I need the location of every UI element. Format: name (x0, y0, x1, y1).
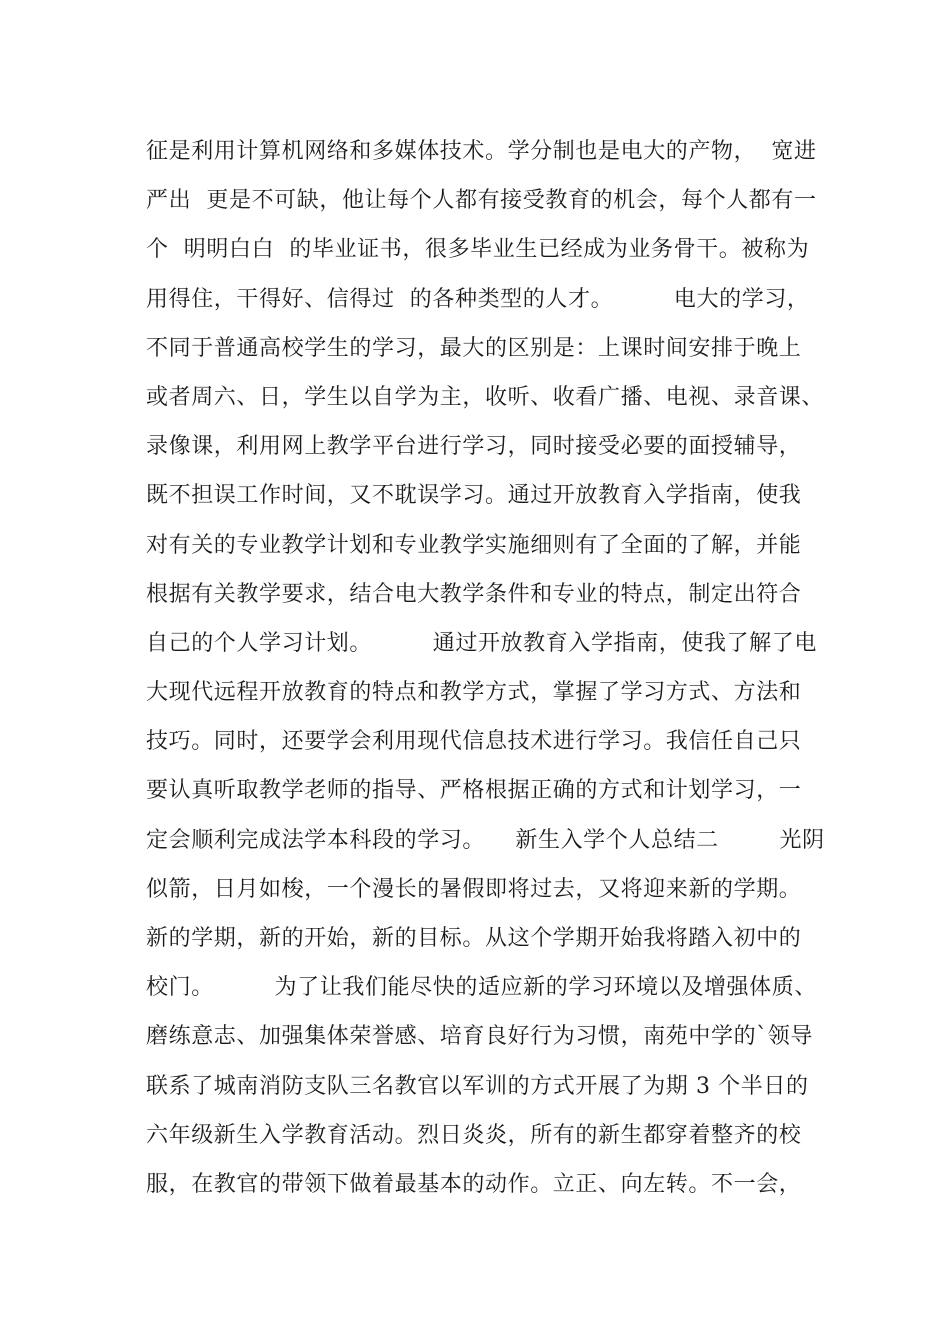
text-line: 要认真听取教学老师的指导、严格根据正确的方式和计划学习，一 (146, 778, 802, 804)
text-line: 自己的个人学习计划。 通过开放教育入学指南，使我了解了电 (146, 630, 817, 656)
body-text (146, 133, 846, 1215)
text-line: 六年级新生入学教育活动。烈日炎炎，所有的新生都穿着整齐的校 (146, 1122, 802, 1148)
text-line: 技巧。同时，还要学会利用现代信息技术进行学习。我信任自己只 (146, 729, 802, 755)
text-line: 服，在教官的带领下做着最基本的动作。立正、向左转。不一会， (146, 1171, 802, 1197)
text-line: 大现代远程开放教育的特点和教学方式，掌握了学习方式、方法和 (146, 680, 802, 706)
text-line: 征是利用计算机网络和多媒体技术。学分制也是电大的产物， 宽进 (146, 139, 817, 164)
text-line: 新的学期，新的开始，新的目标。从这个学期开始我将踏入初中的 (146, 926, 802, 951)
text-line: 严出 更是不可缺，他让每个人都有接受教育的机会，每个人都有一 (146, 188, 817, 214)
text-line: 或者周六、日，学生以自学为主，收听、收看广播、电视、录音课、 (146, 384, 825, 410)
text-line: 磨练意志、加强集体荣誉感、培育良好行为习惯，南苑中学的`领导 (146, 1024, 814, 1050)
text-line: 既不担误工作时间，又不耽误学习。通过开放教育入学指南，使我 (146, 483, 802, 509)
text-line: 似箭，日月如梭，一个漫长的暑假即将过去，又将迎来新的学期。 (146, 876, 802, 902)
text-line: 用得住，干得好、信得过 的各种类型的人才。 电大的学习， (146, 286, 810, 312)
text-line: 联系了城南消防支队三名教官以军训的方式开展了为期 3 个半日的 (146, 1073, 809, 1099)
text-line: 不同于普通高校学生的学习，最大的区别是：上课时间安排于晚上 (146, 335, 802, 361)
text-line: 录像课，利用网上教学平台进行学习，同时接受必要的面授辅导， (146, 434, 802, 460)
text-line: 校门。 为了让我们能尽快的适应新的学习环境以及增强体质、 (146, 975, 817, 1001)
text-line: 个 明明白白 的毕业证书，很多毕业生已经成为业务骨干。被称为 (146, 237, 810, 263)
text-line: 定会顺利完成法学本科段的学习。 新生入学个人总结二 光阴 (146, 827, 825, 853)
text-line: 根据有关教学要求，结合电大教学条件和专业的特点，制定出符合 (146, 581, 802, 607)
text-line: 对有关的专业教学计划和专业教学实施细则有了全面的了解，并能 (146, 532, 802, 558)
